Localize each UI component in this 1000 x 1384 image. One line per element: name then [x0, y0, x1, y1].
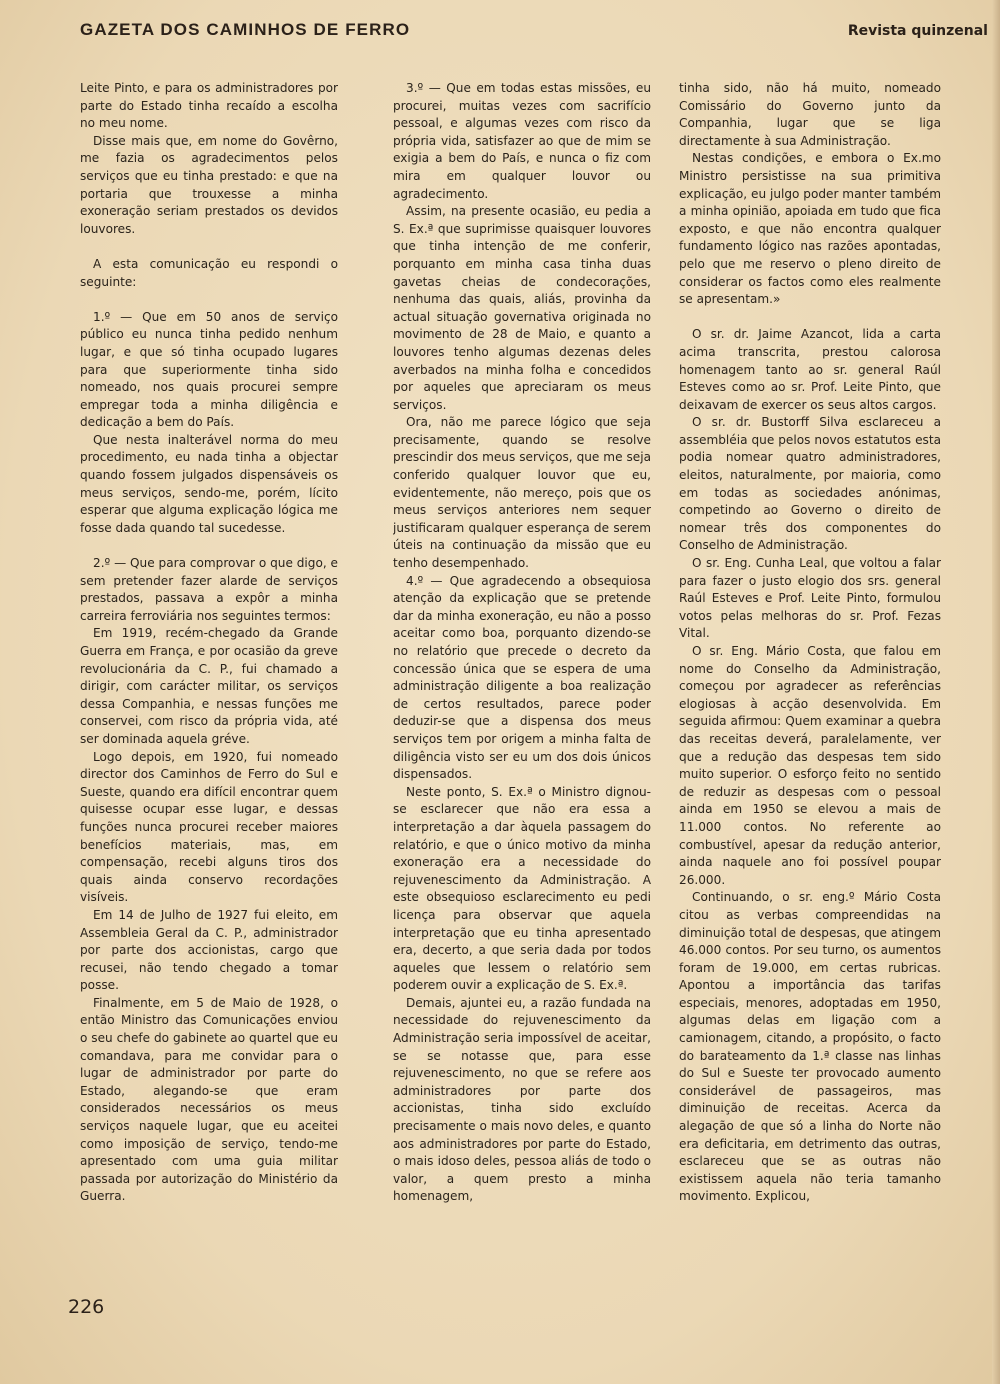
page-edge-shadow	[992, 0, 1000, 1384]
magazine-subtitle: Revista quinzenal	[847, 23, 988, 39]
paragraph: Finalmente, em 5 de Maio de 1928, o então Ministro das Comunicações enviou o seu chefe do gabinete ao quartel que eu comandava, para me convidar para o lugar de administrador por parte do Estado, alegando-se que eram considerados necessários os meus serviços naquele lugar, que eu aceitei como imposição de serviço, tendo-me apresentado com uma guia militar passada por autorização do Ministério da Guerra.	[80, 995, 338, 1204]
paragraph: Que nesta inalterável norma do meu procedimento, eu nada tinha a objectar quando fossem julgados dispensáveis os meus serviços, sendo-me, porém, lícito esperar que alguma explicação lógica me fosse dada quando tal sucedesse.	[80, 432, 338, 535]
paragraph: 1.º — Que em 50 anos de serviço público eu nunca tinha pedido nenhum lugar, e que só tinha ocupado lugares para que superiormente tinha sido nomeado, nos quais procurei sempre empregar toda a minha diligência e dedicação a bem do País.	[80, 309, 338, 430]
paragraph: O sr. dr. Jaime Azancot, lida a carta acima transcrita, prestou calorosa homenagem tanto ao sr. general Raúl Esteves como ao sr. Prof. Leite Pinto, que deixavam de exercer os seus altos cargos.	[679, 327, 941, 412]
paragraph: Demais, ajuntei eu, a razão fundada na necessidade do rejuvenescimento da Administração seria impossível de aceitar, se se notasse que, para esse rejuvenescimento, no que se refere aos administradores por parte dos accionistas, tinha sido excluído precisamente o mais novo deles, e quanto aos administradores por parte do Estado, o mais idoso deles, pessoa aliás de todo o valor, a quem presto a minha homenagem,	[393, 995, 651, 1204]
paragraph: O sr. Eng. Cunha Leal, que voltou a falar para fazer o justo elogio dos srs. general Raúl Esteves e Prof. Leite Pinto, formulou votos pelas melhoras do sr. Prof. Fezas Vital.	[679, 556, 941, 641]
paragraph: Logo depois, em 1920, fui nomeado director dos Caminhos de Ferro do Sul e Sueste, quando era difícil encontrar quem quisesse ocupar esse lugar, e dessas funções nunca procurei receber maiores benefícios materiais, mas, em compensação, recebi alguns tiros dos quais ainda conservo recordações visíveis.	[80, 749, 338, 905]
text-column-left	[80, 80, 338, 1265]
magazine-title: GAZETA DOS CAMINHOS DE FERRO	[80, 20, 411, 39]
paragraph: Em 14 de Julho de 1927 fui eleito, em Assembleia Geral da C. P., administrador por parte dos accionistas, cargo que recusei, não tendo chegado a tomar posse.	[80, 907, 338, 993]
text-column-middle	[393, 80, 651, 1265]
paragraph: O sr. Eng. Mário Costa, que falou em nome do Conselho da Administração, começou por agradecer as referências elogiosas à acção desenvolvida. Em seguida afirmou: Quem examinar a quebra das receitas deverá, paralelamente, ver que a redução das despesas tem sido muito superior. O esforço feito no sentido de reduzir as despesas com o pessoal ainda em 1950 se elevou a mais de 11.000 contos. No referente ao combustível, apesar da redução anterior, ainda naquele ano foi possível poupar 26.000.	[679, 644, 941, 887]
running-header	[80, 20, 990, 46]
paragraph: Disse mais que, em nome do Govêrno, me fazia os agradecimentos pelos serviços que eu tinha prestado: e que na portaria que trouxesse a minha exoneração seriam prestados os devidos louvores.	[80, 133, 338, 236]
paragraph: Em 1919, recém-chegado da Grande Guerra em França, e por ocasião da greve revolucionária da C. P., fui chamado a dirigir, com carácter militar, os serviços dessa Companhia, e nessas funções me conservei, com risco da própria vida, até ser dominada aquela gréve.	[80, 626, 338, 746]
paragraph: Ora, não me parece lógico que seja precisamente, quando se resolve prescindir dos meus serviços, que me seja conferido qualquer louvor que eu, evidentemente, não mereço, pois que os meus serviços anteriores nem sequer justificaram qualquer esperança de serem úteis na continuação da missão que eu tenho desempenhado.	[393, 415, 651, 571]
paragraph: O sr. dr. Bustorff Silva esclareceu a assembléia que pelos novos estatutos esta podia nomear quatro administradores, eleitos, naturalmente, por maioria, como em todas as sociedades anónimas, competindo ao Governo o direito de nomear três dos componentes do Conselho de Administração.	[679, 415, 941, 553]
paragraph: 3.º — Que em todas estas missões, eu procurei, muitas vezes com sacrifício pessoal, e algumas vezes com risco da própria vida, satisfazer ao que de mim se exigia a bem do País, e nunca o fiz com mira em qualquer louvor ou agradecimento.	[393, 81, 651, 201]
paragraph: Nestas condições, e embora o Ex.mo Ministro persistisse na sua primitiva explicação, eu julgo poder manter também a minha opinião, apoiada em tudo que fica exposto, e que não encontra qualquer fundamento lógico nas razões apontadas, pelo que me reservo o pleno direito de considerar os factos como eles realmente se apresentam.»	[679, 151, 941, 307]
page-number: 226	[68, 1296, 105, 1318]
paragraph: Leite Pinto, e para os administradores por parte do Estado tinha recaído a escolha no meu nome.	[80, 81, 338, 131]
paragraph: 4.º — Que agradecendo a obsequiosa atenção da explicação que se pretende dar da minha exoneração, eu não a posso aceitar como boa, porquanto dizendo-se no relatório que precede o decreto da concessão única que se espera de uma administração diligente a boa realização de certos resultados, parece poder deduzir-se que a dispensa dos meus serviços tem por origem a minha falta de diligência visto ser eu um dos dois únicos dispensados.	[393, 573, 651, 782]
paragraph: Continuando, o sr. eng.º Mário Costa citou as verbas compreendidas na diminuição total de despesas, que atingem 46.000 contos. Por seu turno, os aumentos foram de 19.000, em certas rubricas. Apontou a importância das tarifas especiais, menores, adoptadas em 1950, algumas delas em ligação com a camionagem, citando, a propósito, o facto do barateamento da 1.ª classe nas linhas do Sul e Sueste ter provocado aumento considerável de passageiros, mas diminuição de receitas. Acerca da alegação de que só a linha do Norte não era deficitaria, em detrimento das outras, esclareceu que se as outras não existissem aquela não teria tamanho movimento. Explicou,	[679, 890, 941, 1204]
paragraph: Neste ponto, S. Ex.ª o Ministro dignou-se esclarecer que não era essa a interpretação a dar àquela passagem do relatório, e que o único motivo da minha exoneração era a necessidade do rejuvenescimento da Administração. A este obsequioso esclarecimento eu pedi licença para observar que aquela interpretação que eu tinha apresentado era, decerto, a que seria dada por todos aqueles que lessem o relatório sem poderem ouvir a explicação de S. Ex.ª.	[393, 784, 651, 993]
paragraph: A esta comunicação eu respondi o seguinte:	[80, 256, 338, 289]
text-column-right	[679, 80, 941, 1265]
paragraph: Assim, na presente ocasião, eu pedia a S. Ex.ª que suprimisse quaisquer louvores que tinha intenção de me conferir, porquanto em minha casa tinha duas gavetas cheias de condecorações, nenhuma das quais, aliás, provinha da actual situação governativa originada no movimento de 28 de Maio, e quanto a louvores tenho algumas dezenas deles averbados na minha folha e concedidos por aqueles que apreciaram os meus serviços.	[393, 204, 651, 412]
paragraph: 2.º — Que para comprovar o que digo, e sem pretender fazer alarde de serviços prestados, passava a expôr a minha carreira ferroviária nos seguintes termos:	[80, 556, 338, 623]
article-body	[80, 80, 952, 1265]
paragraph: tinha sido, não há muito, nomeado Comissário do Governo junto da Companhia, lugar que se liga directamente à sua Administração.	[679, 81, 941, 148]
